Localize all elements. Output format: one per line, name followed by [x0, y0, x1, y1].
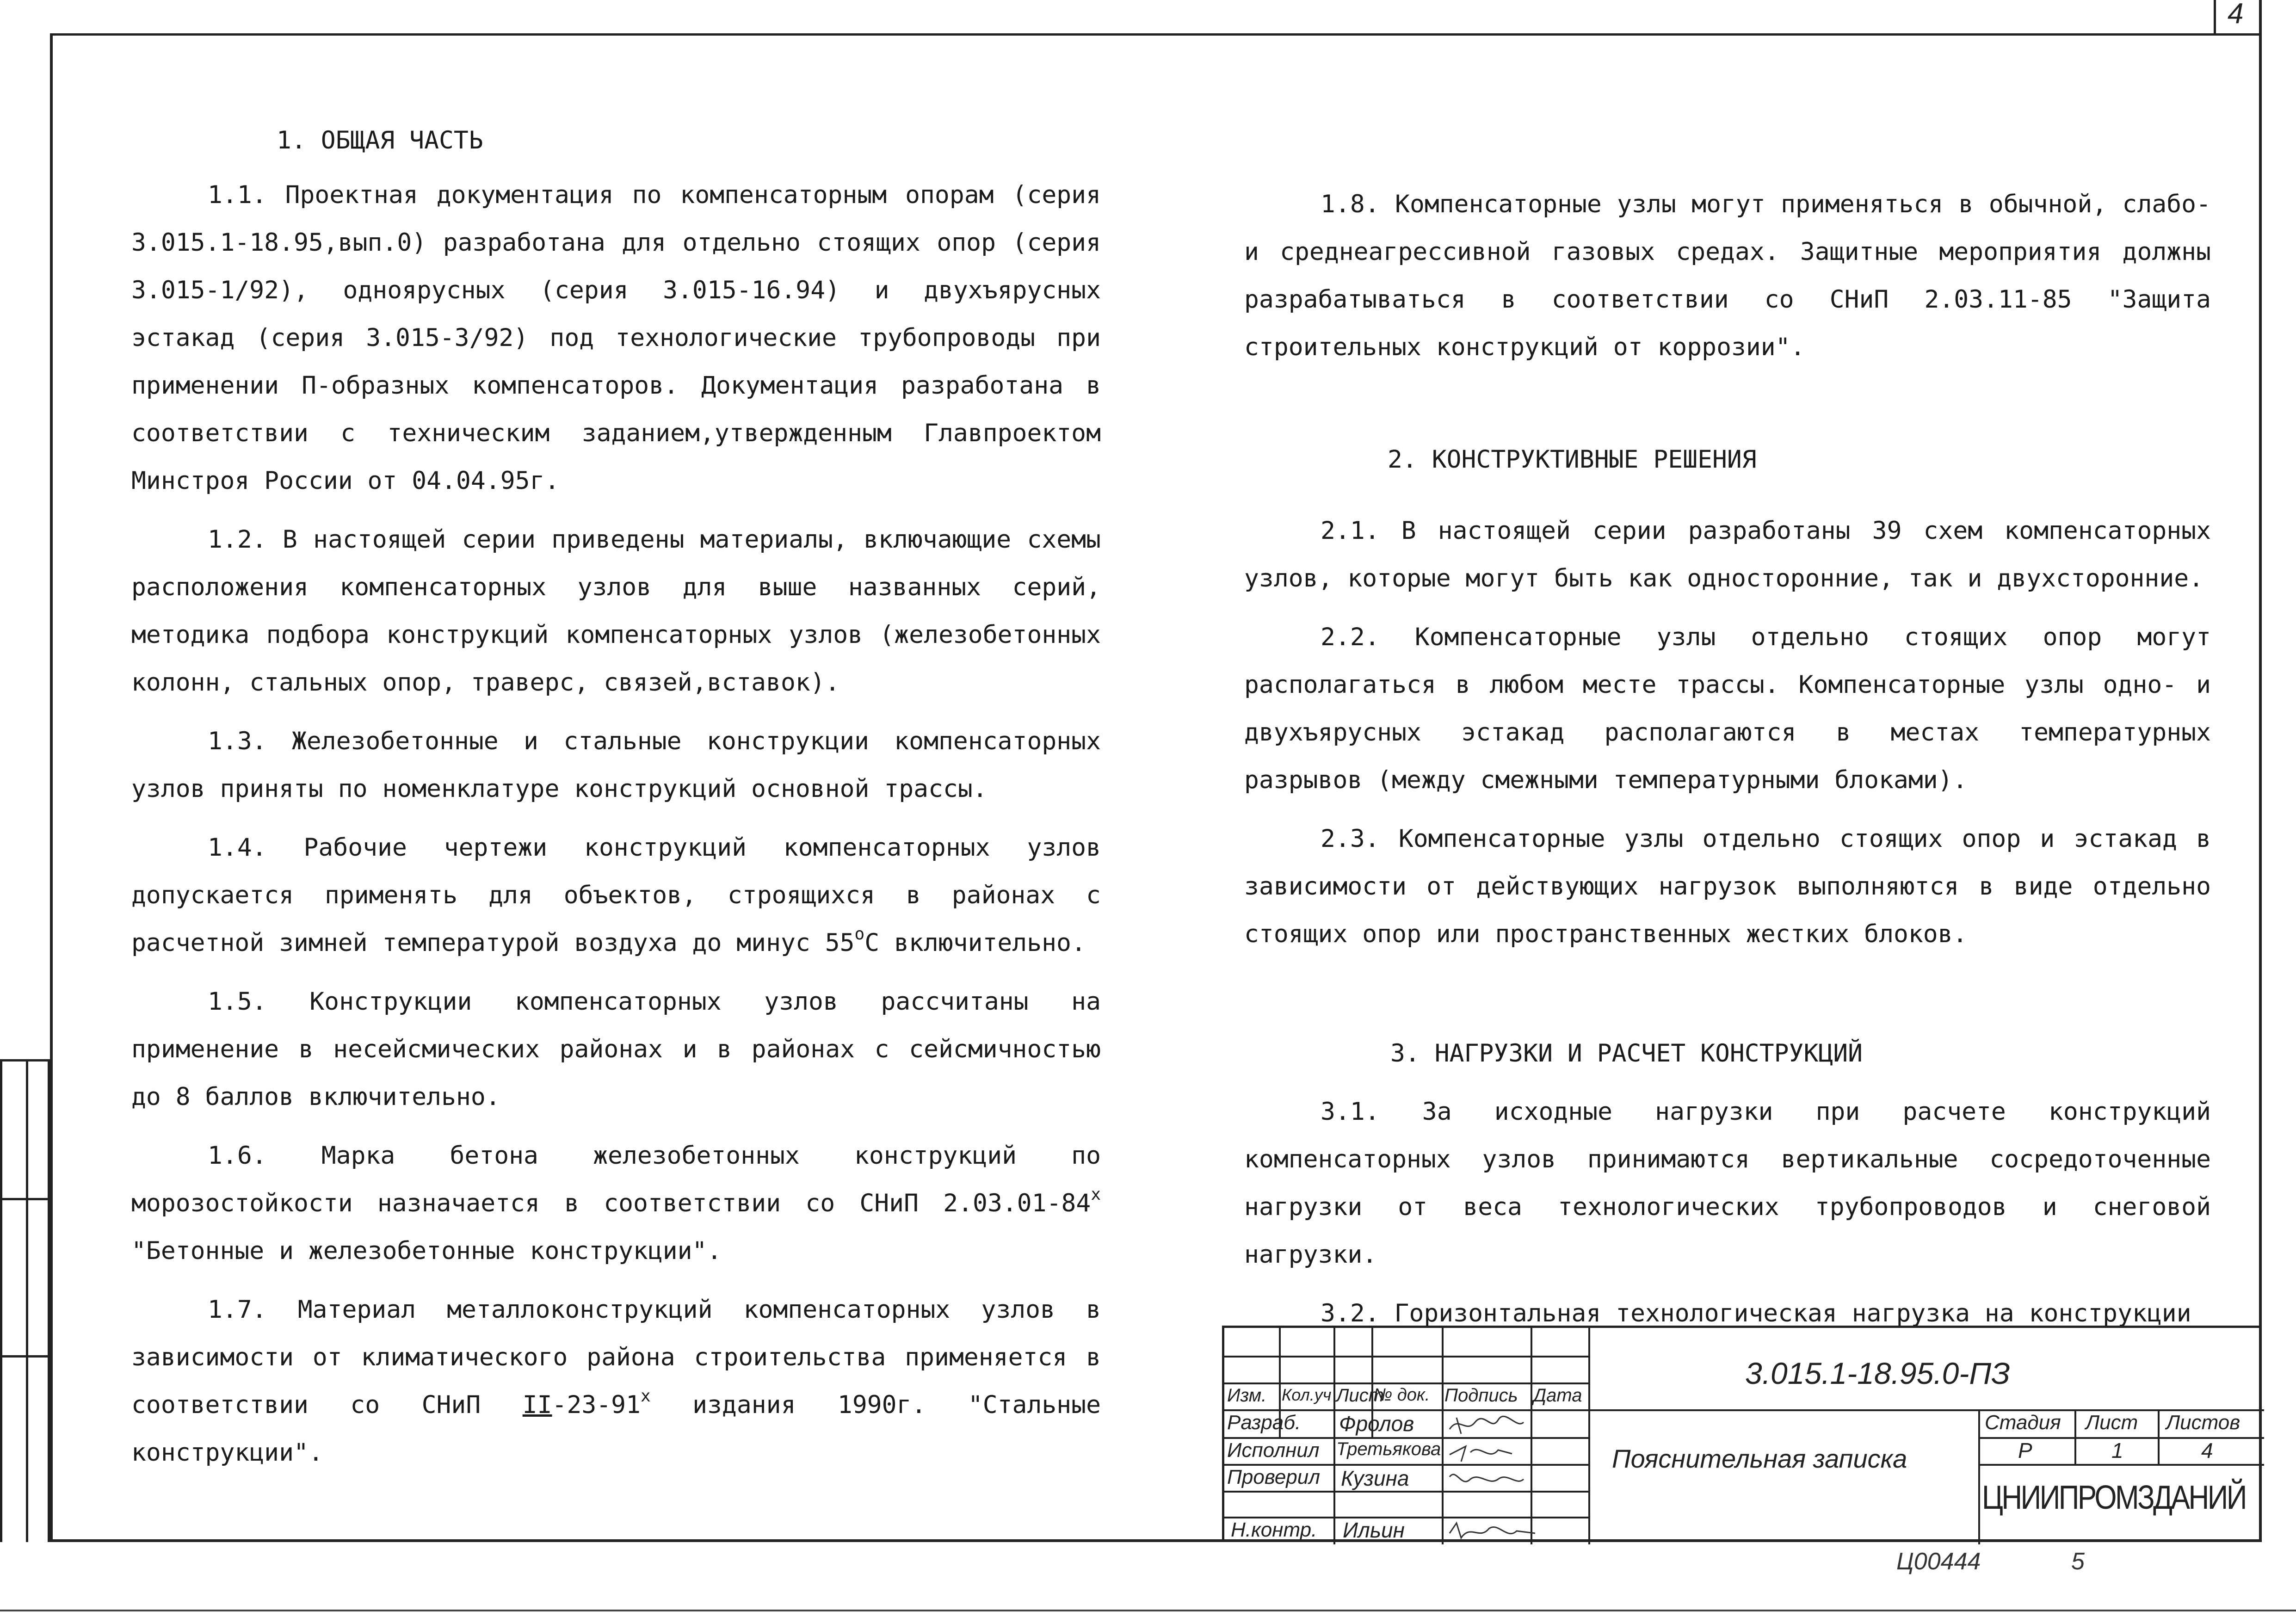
grid-line: [1978, 1464, 2264, 1466]
role-norm-control: Н.контр.: [1231, 1518, 1317, 1541]
paragraph-1-2: 1.2. В настоящей серии приведены материалы, включающие схемы расположения компенсаторных узлов для выше названных серий, методика подбора конструкций компенсаторных узлов (железобетонных колонн, стальных опор, траверс, связей,вставок).: [131, 525, 1101, 697]
margin-line: [0, 1355, 48, 1358]
paragraph-1-6-text: 1.6. Марка бетона железобетонных конструкций по морозостойкости назначается в соответствии со СНиП 2.03.01-84: [131, 1142, 1101, 1217]
grid-line: [1531, 1328, 1532, 1544]
margin-line: [0, 1059, 2, 1542]
grid-line: [1978, 1409, 1980, 1544]
right-column-top: [1244, 180, 2211, 371]
grid-line: [1333, 1328, 1335, 1544]
heading-loads: 3. НАГРУЗКИ И РАСЧЕТ КОНСТРУКЦИЙ: [1390, 1039, 1863, 1068]
margin-line: [26, 1059, 28, 1542]
name-developer: Фролов: [1339, 1412, 1414, 1436]
left-column: [131, 171, 1101, 1476]
right-column-bottom: [1244, 1088, 2211, 1337]
degree-mark: о: [854, 925, 865, 944]
paragraph-2-1: 2.1. В настоящей серии разработаны 39 схем компенсаторных узлов, которые могут быть как односторонние, так и двухсторонние.: [1244, 517, 2211, 592]
signature-checker: [1447, 1468, 1526, 1496]
paragraph-1-7-code: -23-91: [552, 1391, 641, 1419]
paragraph-1-6-text-end: "Бетонные и железобетонные конструкции".: [131, 1237, 722, 1265]
margin-line: [0, 1198, 48, 1200]
grid-line: [1224, 1491, 1588, 1493]
stage-label: Стадия: [1985, 1411, 2061, 1434]
paragraph-1-1: 1.1. Проектная документация по компенсаторным опорам (серия 3.015.1-18.95,вып.0) разработана для отдельно стоящих опор (серия 3.015-1/92), одноярусных (серия 3.015-16.94) и двухъярусных эстакад (серия 3.015-3/92) под технологические трубопроводы при применении П-образных компенсаторов. Документация разработана в соответствии с техническим заданием,утвержденным Главпроектом Минстроя России от 04.04.95г.: [131, 181, 1101, 495]
sheet-value: 1: [2111, 1438, 2123, 1463]
heading-design: 2. КОНСТРУКТИВНЫЕ РЕШЕНИЯ: [1388, 445, 1757, 474]
role-executor: Исполнил: [1227, 1439, 1320, 1462]
document-code: 3.015.1-18.95.0-ПЗ: [1745, 1356, 2010, 1390]
col-signature: Подпись: [1444, 1385, 1518, 1406]
revision-mark: х: [1091, 1185, 1101, 1204]
sheets-label: Листов: [2166, 1411, 2240, 1434]
name-executor: Третьякова: [1336, 1439, 1441, 1459]
paragraph-1-3: 1.3. Железобетонные и стальные конструкции компенсаторных узлов приняты по номенклатуре конструкций основной трассы.: [131, 727, 1101, 803]
grid-line: [1442, 1328, 1444, 1544]
document-title: Пояснительная записка: [1612, 1444, 1907, 1473]
role-checker: Проверил: [1227, 1466, 1321, 1488]
organization-name: ЦНИИПРОМЗДАНИЙ: [1982, 1479, 2246, 1516]
sheet-label: Лист: [2086, 1411, 2138, 1434]
col-doc-number: № док.: [1373, 1385, 1430, 1405]
heading-general: 1. ОБЩАЯ ЧАСТЬ: [277, 126, 483, 154]
paragraph-1-6: [131, 1132, 1101, 1275]
sheets-value: 4: [2201, 1438, 2213, 1463]
roman-numeral: II: [522, 1391, 552, 1419]
bottom-edge-line: [0, 1610, 2296, 1611]
paragraph-2-2: 2.2. Компенсаторные узлы отдельно стоящих опор могут располагаться в любом месте трассы. Компенсаторные узлы одно- и двухъярусных эстакад располагаются в местах температурных разрывов (между смежными температурными блоками).: [1244, 623, 2211, 794]
paragraph-1-7-text-end: издания 1990г. "Стальные конструкции".: [131, 1391, 1101, 1467]
signature-developer: [1447, 1413, 1526, 1441]
paragraph-1-4: [131, 824, 1101, 967]
paragraph-1-8: 1.8. Компенсаторные узлы могут применяться в обычной, слабо- и среднеагрессивной газовых средах. Защитные мероприятия должны разрабатываться в соответствии со СНиП 2.03.11-85 "Защита строительных конструкций от коррозии".: [1244, 190, 2211, 361]
sheet-number: 4: [2228, 0, 2244, 30]
grid-line: [1588, 1328, 1590, 1544]
signature-norm-control: [1447, 1519, 1540, 1548]
margin-line: [0, 1059, 48, 1061]
revision-mark: х: [640, 1387, 651, 1406]
col-date: Дата: [1533, 1385, 1582, 1406]
grid-line: [2158, 1409, 2160, 1464]
signature-executor: [1447, 1441, 1517, 1469]
title-block: [1222, 1326, 2262, 1542]
paragraph-1-4-text: 1.4. Рабочие чертежи конструкций компенсаторных узлов допускается применять для объектов, строящихся в районах с расчетной зимней температурой воздуха до минус 55: [131, 833, 1101, 957]
name-checker: Кузина: [1341, 1466, 1409, 1490]
paragraph-3-2: 3.2. Горизонтальная технологическая нагрузка на конструкции: [1321, 1299, 2191, 1327]
paragraph-1-5: 1.5. Конструкции компенсаторных узлов рассчитаны на применение в несейсмических районах и в районах с сейсмичностью до 8 баллов включительно.: [131, 987, 1101, 1111]
format-mark: 5: [2071, 1548, 2085, 1575]
paragraph-1-4-text-end: С включительно.: [864, 929, 1086, 957]
paragraph-1-7: [131, 1286, 1101, 1476]
col-izm: Изм.: [1227, 1385, 1267, 1406]
stage-value: Р: [2018, 1438, 2032, 1463]
col-list: Лист: [1336, 1385, 1384, 1406]
role-developer: Разраб.: [1227, 1411, 1301, 1434]
grid-line: [1588, 1409, 2264, 1411]
paragraph-3-1: 3.1. За исходные нагрузки при расчете конструкций компенсаторных узлов принимаются вертикальные сосредоточенные нагрузки от веса технологических трубопроводов и снеговой нагрузки.: [1244, 1098, 2211, 1269]
inventory-number: Ц00444: [1896, 1548, 1981, 1575]
paragraph-2-3: 2.3. Компенсаторные узлы отдельно стоящих опор и эстакад в зависимости от действующих нагрузок выполняются в виде отдельно стоящих опор или пространственных жестких блоков.: [1244, 825, 2211, 948]
left-margin-strip: [0, 1059, 50, 1542]
grid-line: [2074, 1409, 2076, 1464]
col-kol-uch: Кол.уч: [1282, 1385, 1332, 1404]
paragraph-1-7-text: 1.7. Материал металлоконструкций компенсаторных узлов в зависимости от климатического района строительства применяется в соответствии со СНиП: [131, 1296, 1101, 1419]
right-column-middle: [1244, 507, 2211, 958]
name-norm-control: Ильин: [1343, 1518, 1405, 1542]
